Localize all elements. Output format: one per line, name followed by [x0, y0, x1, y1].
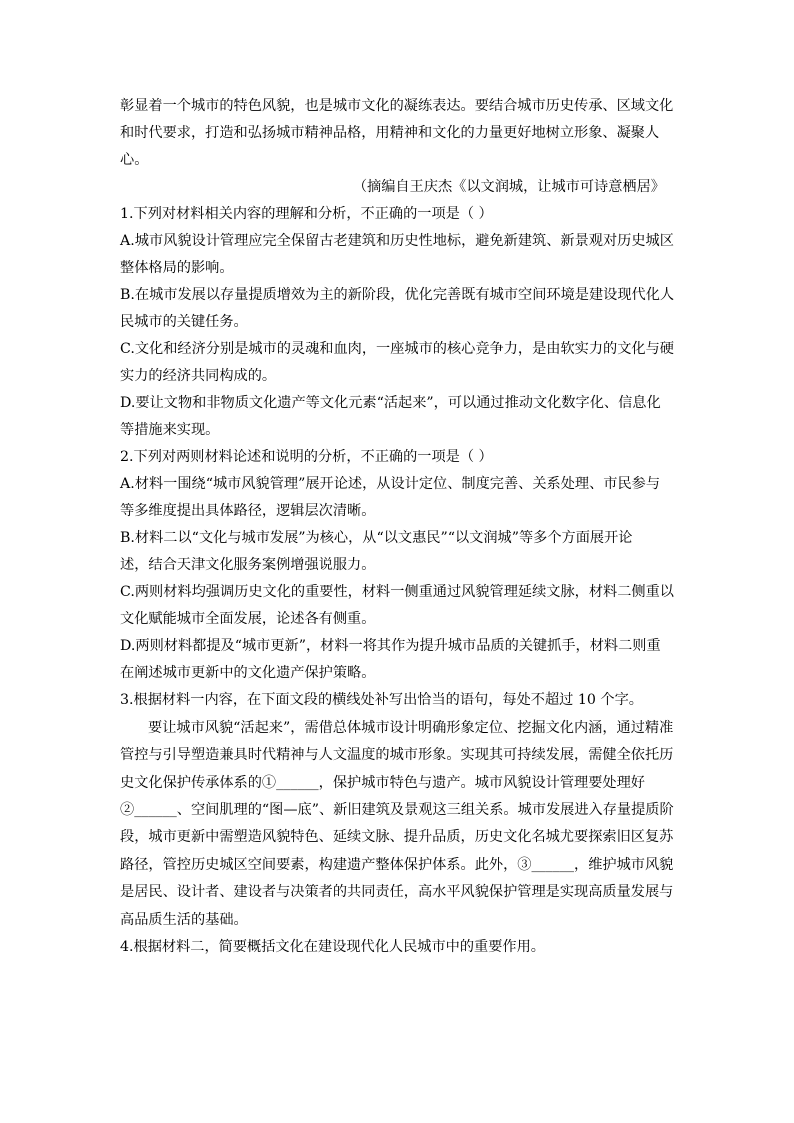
q3-paragraph-line: 段，城市更新中需塑造风貌特色、延续文脉、提升品质，历史文化名城尤要探索旧区复苏 — [120, 829, 674, 845]
q3-paragraph-line: 路径，管控历史城区空间要素，构建遗产整体保护体系。此外，③______，维护城市风貌 — [120, 857, 674, 873]
question-4-stem: 4.根据材料二，简要概括文化在建设现代化人民城市中的重要作用。 — [120, 939, 545, 955]
q1-option-c-cont: 实力的经济共同构成的。 — [120, 368, 277, 384]
q3-paragraph-line: 是居民、设计者、建设者与决策者的共同责任，高水平风貌保护管理是实现高质量发展与 — [120, 884, 674, 900]
q1-option-b: B.在城市发展以存量提质增效为主的新阶段，优化完善既有城市空间环境是建设现代化人 — [120, 287, 675, 303]
q1-option-c: C.文化和经济分别是城市的灵魂和血肉，一座城市的核心竞争力，是由软实力的文化与硬 — [120, 341, 674, 357]
q1-option-a: A.城市风貌设计管理应完全保留古老建筑和历史性地标，避免新建筑、新景观对历史城区 — [120, 233, 674, 249]
question-1-stem: 1.下列对材料相关内容的理解和分析，不正确的一项是（ ） — [120, 206, 493, 222]
passage-line: 彰显着一个城市的特色风貌，也是城市文化的凝练表达。要结合城市历史传承、区域文化 — [120, 98, 674, 114]
q3-paragraph-line: 要让城市风貌“活起来”，需借总体城市设计明确形象定位、挖掘文化内涵，通过精准 — [148, 720, 674, 736]
q1-option-d: D.要让文物和非物质文化遗产等文化元素“活起来”，可以通过推动文化数字化、信息化 — [120, 395, 661, 411]
question-2-stem: 2.下列对两则材料论述和说明的分析，不正确的一项是（ ） — [120, 449, 493, 465]
q3-paragraph-line: 管控与引导塑造兼具时代精神与人文温度的城市形象。实现其可持续发展，需健全依托历 — [120, 747, 674, 763]
q2-option-b-cont: 述，结合天津文化服务案例增强说服力。 — [120, 557, 376, 573]
q1-option-a-cont: 整体格局的影响。 — [120, 260, 234, 276]
passage-line: 和时代要求，打造和弘扬城市精神品格，用精神和文化的力量更好地树立形象、凝聚人 — [120, 125, 660, 141]
q2-option-a-cont: 等多维度提出具体路径，逻辑层次清晰。 — [120, 503, 376, 519]
q2-option-d-cont: 在阐述城市更新中的文化遗产保护策略。 — [120, 665, 376, 681]
q1-option-b-cont: 民城市的关键任务。 — [120, 314, 248, 330]
q2-option-a: A.材料一围绕“城市风貌管理”展开论述，从设计定位、制度完善、关系处理、市民参与 — [120, 476, 661, 492]
q2-option-c: C.两则材料均强调历史文化的重要性，材料一侧重通过风貌管理延续文脉，材料二侧重以 — [120, 584, 674, 600]
q3-paragraph-line: ②______、空间肌理的“图—底”、新旧建筑及景观这三组关系。城市发展进入存量提质阶 — [120, 802, 674, 818]
q2-option-b: B.材料二以“文化与城市发展”为核心，从“以文惠民”“以文润城”等多个方面展开论 — [120, 530, 633, 546]
q2-option-c-cont: 文化赋能城市全面发展，论述各有侧重。 — [120, 611, 376, 627]
passage-line: 心。 — [120, 152, 149, 168]
q3-paragraph-line: 高品质生活的基础。 — [120, 912, 248, 928]
source-citation: （摘编自王庆杰《以文润城，让城市可诗意栖居》 — [352, 179, 665, 195]
q1-option-d-cont: 等措施来实现。 — [120, 422, 220, 438]
question-3-stem: 3.根据材料一内容，在下面文段的横线处补写出恰当的语句，每处不超过 10 个字。 — [120, 692, 643, 708]
q3-paragraph-line: 史文化保护传承体系的①______，保护城市特色与遗产。城市风貌设计管理要处理好 — [120, 775, 645, 791]
q2-option-d: D.两则材料都提及“城市更新”，材料一将其作为提升城市品质的关键抓手，材料二则重 — [120, 638, 661, 654]
